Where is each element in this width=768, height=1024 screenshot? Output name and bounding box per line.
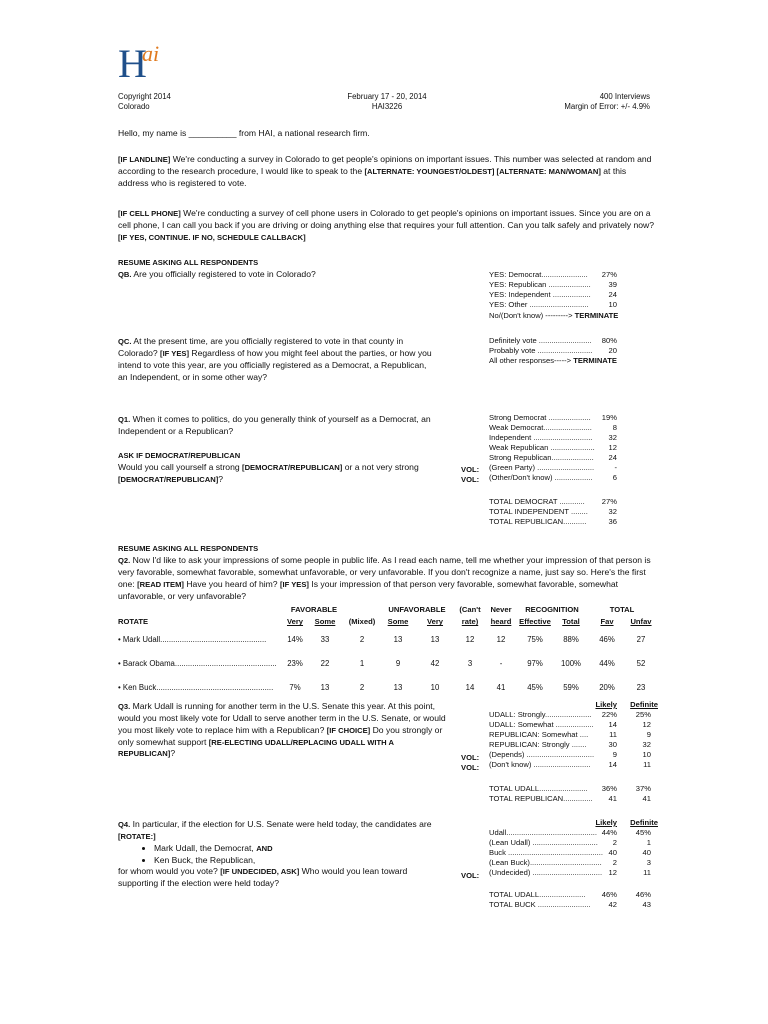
q3-answers — [489, 710, 651, 770]
qc-other: All other responses-----> — [489, 356, 574, 365]
answer-row — [489, 497, 617, 507]
answer-row — [489, 413, 617, 423]
q3-text2: Do you strongly or only somewhat support — [118, 724, 443, 747]
answer-row — [489, 423, 617, 433]
group-unfavorable: UNFAVORABLE — [388, 605, 446, 615]
table-cell: 45% — [527, 683, 543, 693]
intro-landline — [118, 154, 658, 190]
qb-text: Are you officially registered to vote in Colorado? — [131, 269, 316, 279]
q1-follow-tag2: [DEMOCRAT/REPUBLICAN] — [118, 474, 219, 484]
answer-row — [489, 443, 617, 453]
qc-other-row — [489, 356, 617, 366]
answer-label: TOTAL UDALL...................... — [489, 890, 586, 899]
landline-tag: [IF LANDLINE] — [118, 155, 171, 164]
answer-value: - — [614, 463, 617, 472]
answer-value: 2 — [612, 838, 617, 847]
table-cell: 46% — [599, 635, 615, 645]
answer-value: 80% — [601, 336, 617, 345]
answer-row — [489, 290, 617, 300]
q2-text3: Is your impression of that person very favorable, somewhat favorable, somewhat unfavorable, or very unfavorable? — [118, 578, 619, 601]
col-fav: Fav — [600, 617, 614, 627]
answer-row — [489, 300, 617, 310]
answer-label: TOTAL REPUBLICAN.............. — [489, 794, 593, 803]
q4-label: Q4. — [118, 820, 131, 829]
answer-row — [489, 838, 651, 848]
col-uvery: Very — [426, 617, 444, 627]
table-cell: 13 — [393, 635, 403, 645]
qb-heading: RESUME ASKING ALL RESPONDENTS — [118, 258, 259, 267]
q1-follow3: ? — [218, 473, 224, 484]
table-cell: 13 — [320, 683, 330, 693]
answer-value: 36 — [608, 517, 617, 526]
table-row — [118, 628, 656, 652]
q2-col-row — [118, 616, 656, 628]
answer-value: 22% — [601, 710, 617, 719]
landline-end: at this address who is registered to vote. — [118, 165, 627, 188]
answer-value: 24 — [608, 453, 617, 462]
answer-definite: 45% — [635, 828, 651, 837]
answer-row — [489, 720, 651, 730]
answer-row — [489, 710, 651, 720]
answer-definite: 10 — [642, 750, 651, 759]
q4-col-definite: Definite — [630, 818, 658, 827]
person-name: • Ken Buck...................................................... — [118, 683, 274, 693]
q4-totals — [489, 890, 651, 910]
group-never: Never — [490, 605, 512, 615]
header-center — [347, 92, 427, 111]
answer-value: 14 — [608, 760, 617, 769]
q1-vol-2: VOL: — [461, 475, 480, 484]
answer-row — [489, 890, 651, 900]
group-favorable: FAVORABLE — [290, 605, 338, 615]
q4-and: AND — [256, 843, 273, 853]
table-cell: 14% — [287, 635, 303, 645]
answer-row — [489, 517, 617, 527]
q3-col-definite: Definite — [630, 700, 658, 709]
table-cell: 20% — [599, 683, 615, 693]
answer-label: Weak Republican ..................... — [489, 443, 595, 452]
answer-value: 42 — [608, 900, 617, 909]
person-name: • Barack Obama............................................... — [118, 659, 277, 669]
q3-totals — [489, 784, 651, 804]
answer-label: (Lean Udall) ............................... — [489, 838, 598, 847]
copyright: Copyright 2014 — [118, 92, 171, 101]
col-rotate: ROTATE — [118, 617, 149, 627]
answer-label: UDALL: Somewhat .................. — [489, 720, 594, 729]
answer-row — [489, 507, 617, 517]
q1-question — [118, 414, 448, 438]
answer-definite: 43 — [642, 900, 651, 909]
q1-text: When it comes to politics, do you generally think of yourself as a Democrat, an Independent or a Republican? — [118, 414, 431, 436]
answer-label: REPUBLICAN: Strongly ....... — [489, 740, 587, 749]
answer-row — [489, 900, 651, 910]
q3-tag2: [RE-ELECTING UDALL/REPLACING UDALL WITH A REPUBLICAN] — [118, 737, 394, 759]
qc-text2: Regardless of how you might feel about the parties, or how you intend to vote this year, are you officially registered as a Democrat, a Republican, an Independent, or in some other way? — [118, 347, 432, 382]
answer-label: Udall........................................... — [489, 828, 598, 837]
table-cell: 52 — [636, 659, 646, 669]
answer-definite: 37% — [635, 784, 651, 793]
answer-label: (Don't know) ........................... — [489, 760, 591, 769]
qb-question — [118, 269, 458, 281]
answer-value: 20 — [608, 346, 617, 355]
answer-label: (Undecided) ................................. — [489, 868, 603, 877]
q3-tag1: [IF CHOICE] — [326, 725, 371, 735]
table-cell: 12 — [465, 635, 475, 645]
q4-question — [118, 819, 448, 890]
q2-group-row — [118, 604, 656, 616]
q2-question — [118, 555, 658, 602]
answer-label: TOTAL REPUBLICAN........... — [489, 517, 587, 526]
answer-value: 2 — [612, 858, 617, 867]
q2-tag2: [IF YES] — [279, 579, 309, 589]
q1-totals — [489, 497, 617, 527]
qc-text1: At the present time, are you officially registered to vote in that county in Colorado? — [118, 336, 404, 358]
answer-label: (Depends) ................................ — [489, 750, 595, 759]
answer-value: 10 — [608, 300, 617, 309]
answer-value: 46% — [601, 890, 617, 899]
answer-row — [489, 858, 651, 868]
answer-label: Definitely vote ......................... — [489, 336, 592, 345]
answer-label: Strong Democrat .................... — [489, 413, 591, 422]
logo-ai: ai — [142, 41, 160, 66]
q4-tag1: [ROTATE:] — [118, 831, 156, 841]
table-cell: 23 — [636, 683, 646, 693]
table-cell: 12 — [496, 635, 506, 645]
cell-tag: [IF CELL PHONE] — [118, 209, 181, 218]
answer-label: UDALL: Strongly...................... — [489, 710, 592, 719]
answer-definite: 25% — [635, 710, 651, 719]
state: Colorado — [118, 101, 150, 111]
table-cell: 88% — [563, 635, 579, 645]
cell-end: [IF YES, CONTINUE. IF NO, SCHEDULE CALLBACK] — [118, 232, 306, 242]
q3-vol-2: VOL: — [461, 763, 480, 772]
q3-vol-1: VOL: — [461, 753, 480, 762]
answer-definite: 11 — [643, 868, 651, 877]
col-effective: Effective — [519, 617, 551, 627]
q4-vol: VOL: — [461, 871, 480, 880]
q2-label: Q2. — [118, 556, 131, 565]
answer-definite: 41 — [642, 794, 651, 803]
answer-row — [489, 750, 651, 760]
answer-label: Independent ............................ — [489, 433, 593, 442]
q1-answers — [489, 413, 617, 483]
answer-row — [489, 473, 617, 483]
answer-definite: 3 — [646, 858, 651, 867]
col-mixed: (Mixed) — [348, 617, 376, 627]
col-some: Some — [314, 617, 336, 627]
answer-definite: 40 — [642, 848, 651, 857]
answer-value: 14 — [608, 720, 617, 729]
group-total: TOTAL — [609, 605, 635, 615]
table-cell: - — [499, 659, 503, 669]
q1-ask: ASK IF DEMOCRAT/REPUBLICAN — [118, 451, 241, 460]
table-cell: 27 — [636, 635, 646, 645]
col-heard: heard — [490, 617, 512, 627]
answer-label: Strong Republican.................... — [489, 453, 594, 462]
table-cell: 1 — [359, 659, 365, 669]
person-name: • Mark Udall................................................. — [118, 635, 267, 645]
q3-question — [118, 701, 448, 760]
q4-bullet-buck-text: Ken Buck, the Republican, — [154, 854, 256, 865]
q1-follow1: Would you call yourself a strong — [118, 462, 243, 472]
table-cell: 41 — [496, 683, 506, 693]
q3-col-likely: Likely — [595, 700, 617, 709]
margin-of-error: Margin of Error: +/- 4.9% — [564, 101, 650, 111]
intro-cell — [118, 208, 658, 244]
qb-label: QB. — [118, 270, 132, 279]
landline-alt: [ALTERNATE: YOUNGEST/OLDEST] [ALTERNATE: MAN/WOMAN] — [364, 166, 601, 176]
q4-col-likely: Likely — [595, 818, 617, 827]
qc-answers — [489, 336, 617, 356]
answer-value: 24 — [608, 290, 617, 299]
answer-value: 6 — [612, 473, 617, 482]
answer-label: REPUBLICAN: Somewhat .... — [489, 730, 589, 739]
answer-value: 39 — [608, 280, 617, 289]
cell-text: We're conducting a survey of cell phone users in Colorado to get people's opinions on important issues. Since you are on a cell phone, I can call you back if you are driving or doing anything else that requires your full attention. Can you talk safely and privately now? — [118, 208, 654, 230]
header-left — [118, 92, 171, 111]
qb-no: No/(Don't know) ---------> — [489, 311, 575, 320]
table-cell: 59% — [563, 683, 579, 693]
answer-value: 11 — [609, 730, 617, 739]
table-cell: 100% — [561, 659, 581, 669]
q4-bullet-buck — [154, 855, 448, 867]
answer-label: YES: Other ............................ — [489, 300, 589, 309]
table-cell: 33 — [320, 635, 330, 645]
col-unfav: Unfav — [630, 617, 652, 627]
answer-label: Buck ............................................. — [489, 848, 603, 857]
answer-label: YES: Republican .................... — [489, 280, 591, 289]
answer-definite: 12 — [642, 720, 651, 729]
answer-value: 36% — [601, 784, 617, 793]
table-cell: 10 — [430, 683, 440, 693]
answer-label: TOTAL INDEPENDENT ........ — [489, 507, 588, 516]
q1-vol-1: VOL: — [461, 465, 480, 474]
answer-value: 40 — [608, 848, 617, 857]
q3-text1: Mark Udall is running for another term in the U.S. Senate this year. At this point, would you most likely vote for Udall to serve another term in the U.S. Senate, or would you most likely vote to replace him with a Republican? — [118, 701, 446, 735]
answer-row — [489, 336, 617, 346]
answer-row — [489, 453, 617, 463]
answer-value: 44% — [601, 828, 617, 837]
table-cell: 97% — [527, 659, 543, 669]
q4-bullet-udall-text: Mark Udall, the Democrat, — [154, 842, 257, 853]
q3-text3: ? — [170, 748, 176, 759]
survey-dates: February 17 - 20, 2014 — [347, 92, 427, 101]
answer-value: 32 — [608, 507, 617, 516]
answer-value: 9 — [612, 750, 617, 759]
answer-label: Probably vote .......................... — [489, 346, 593, 355]
answer-value: 19% — [601, 413, 617, 422]
q3-label: Q3. — [118, 702, 131, 711]
q2-table — [118, 604, 656, 700]
logo-h: H — [118, 41, 147, 86]
answer-label: TOTAL UDALL....................... — [489, 784, 588, 793]
col-usome: Some — [387, 617, 409, 627]
q4-text3: Who would you lean toward supporting if the election were held today? — [118, 866, 408, 889]
answer-row — [489, 868, 651, 878]
qc-label: QC. — [118, 337, 132, 346]
answer-row — [489, 730, 651, 740]
answer-definite: 32 — [642, 740, 651, 749]
q4-text2: for whom would you vote? — [118, 866, 221, 877]
table-cell: 14 — [465, 683, 475, 693]
table-cell: 75% — [527, 635, 543, 645]
table-cell: 9 — [395, 659, 401, 669]
qb-no-row — [489, 311, 618, 321]
answer-definite: 46% — [635, 890, 651, 899]
answer-value: 27% — [601, 270, 617, 279]
answer-value: 41 — [608, 794, 617, 803]
q1-follow-tag: [DEMOCRAT/REPUBLICAN] — [242, 463, 343, 472]
answer-row — [489, 270, 617, 280]
q2-tag1: [READ ITEM] — [137, 579, 184, 589]
qb-terminate: TERMINATE — [574, 311, 619, 320]
answer-label: Weak Democrat....................... — [489, 423, 592, 432]
table-cell: 3 — [467, 659, 473, 669]
answer-value: 12 — [608, 868, 617, 877]
q4-text1: In particular, if the election for U.S. Senate were held today, the candidates are — [130, 819, 432, 829]
answer-row — [489, 280, 617, 290]
table-cell: 2 — [359, 683, 365, 693]
answer-row — [489, 784, 651, 794]
answer-definite: 1 — [646, 838, 651, 847]
answer-value: 32 — [608, 433, 617, 442]
answer-value: 27% — [601, 497, 617, 506]
answer-row — [489, 346, 617, 356]
answer-row — [489, 760, 651, 770]
group-cant: (Can't — [459, 605, 481, 615]
table-row — [118, 676, 656, 700]
answer-row — [489, 463, 617, 473]
header-right — [564, 92, 650, 111]
answer-label: YES: Democrat...................... — [489, 270, 588, 279]
answer-label: (Lean Buck).................................. — [489, 858, 602, 867]
intro-hello: Hello, my name is __________ from HAI, a national research firm. — [118, 128, 370, 138]
answer-value: 8 — [612, 423, 617, 432]
q2-heading: RESUME ASKING ALL RESPONDENTS — [118, 544, 259, 553]
col-rate: rate) — [461, 617, 479, 627]
answer-row — [489, 433, 617, 443]
table-cell: 7% — [289, 683, 301, 693]
answer-label: YES: Independent .................. — [489, 290, 591, 299]
answer-label: TOTAL BUCK ......................... — [489, 900, 591, 909]
answer-row — [489, 740, 651, 750]
table-row — [118, 652, 656, 676]
q4-bullet-udall — [154, 843, 448, 855]
q4-bullets — [118, 843, 448, 867]
answer-label: (Other/Don't know) .................. — [489, 473, 593, 482]
table-cell: 42 — [430, 659, 440, 669]
table-cell: 44% — [599, 659, 615, 669]
qc-tag: [IF YES] — [160, 348, 190, 358]
table-cell: 13 — [430, 635, 440, 645]
group-recognition: RECOGNITION — [525, 605, 579, 615]
q4-answers — [489, 828, 651, 878]
q2-text1: Now I'd like to ask your impressions of some people in public life. As I read each name, tell me whether your impression of that person is very favorable, somewhat favorable, somewhat unfavorable, or very unfavorable. If you don't recognize a name, just say so. Here's the first one: — [118, 555, 651, 589]
col-total: Total — [562, 617, 580, 627]
q2-text2: Have you heard of him? — [183, 578, 280, 589]
answer-row — [489, 794, 651, 804]
survey-code: HAI3226 — [371, 101, 403, 111]
interviews: 400 Interviews — [599, 92, 650, 101]
answer-row — [489, 848, 651, 858]
table-cell: 2 — [359, 635, 365, 645]
landline-text: We're conducting a survey in Colorado to get people's opinions on important issues. This number was selected at random and according to the research procedure, I would like to speak to the — [118, 154, 652, 176]
table-cell: 23% — [287, 659, 303, 669]
answer-definite: 11 — [643, 760, 651, 769]
answer-value: 12 — [608, 443, 617, 452]
col-very: Very — [286, 617, 304, 627]
answer-label: TOTAL DEMOCRAT ............ — [489, 497, 585, 506]
table-cell: 22 — [320, 659, 330, 669]
answer-label: (Green Party) ........................... — [489, 463, 595, 472]
answer-value: 30 — [608, 740, 617, 749]
q1-label: Q1. — [118, 415, 131, 424]
qc-terminate: TERMINATE — [573, 356, 617, 365]
hai-logo — [118, 41, 160, 86]
q1-follow2: or a not very strong — [342, 462, 419, 472]
qc-question — [118, 336, 438, 383]
table-cell: 13 — [393, 683, 403, 693]
answer-row — [489, 828, 651, 838]
q1-follow — [118, 462, 428, 486]
answer-definite: 9 — [646, 730, 651, 739]
qb-answers — [489, 270, 617, 310]
q4-tag2: [IF UNDECIDED, ASK] — [220, 867, 300, 877]
